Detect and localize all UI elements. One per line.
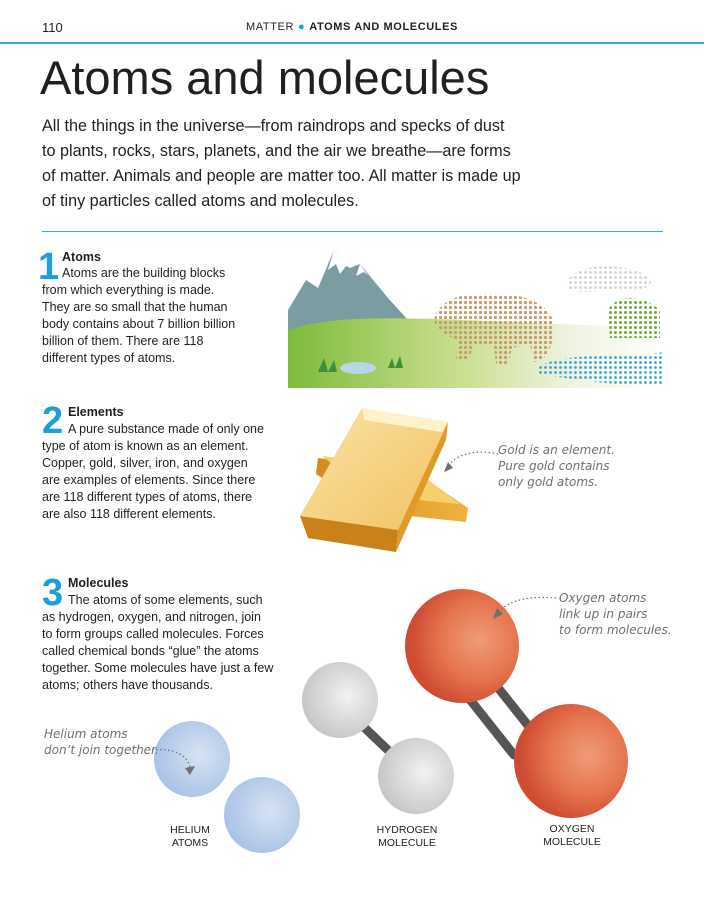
helium-caption-line-2: don’t join together. xyxy=(44,743,159,757)
page-number: 110 xyxy=(42,20,63,35)
helium-atom-2 xyxy=(224,777,300,853)
gold-caption-line-2: Pure gold contains xyxy=(498,459,610,473)
gold-callout-arrow-icon xyxy=(440,448,500,478)
section-2-line-4: are examples of elements. Since there xyxy=(42,473,256,487)
gold-caption-line-3: only gold atoms. xyxy=(498,475,599,489)
hydrogen-label-line-2: MOLECULE xyxy=(378,837,436,849)
landscape-illustration xyxy=(288,240,664,388)
section-2-title: Elements xyxy=(68,405,124,419)
helium-label-line-1: HELIUM xyxy=(170,824,210,836)
running-head-topic: ATOMS AND MOLECULES xyxy=(309,21,458,33)
section-1-line-4: body contains about 7 billion billion xyxy=(42,317,236,331)
section-2-line-1: A pure substance made of only one xyxy=(68,422,264,436)
helium-label-line-2: ATOMS xyxy=(171,837,209,849)
section-3-line-5: together. Some molecules have just a few xyxy=(42,661,274,675)
bullet-dot-icon: ● xyxy=(298,21,306,33)
hydrogen-atom-top xyxy=(302,662,378,738)
top-rule xyxy=(0,42,704,44)
oxygen-callout-arrow-icon xyxy=(488,592,558,624)
helium-callout-arrow-icon xyxy=(150,744,200,778)
section-1-line-2: from which everything is made. xyxy=(42,283,215,297)
oxygen-caption-line-3: to form molecules. xyxy=(559,623,672,637)
oxygen-label xyxy=(522,823,622,849)
running-head xyxy=(0,21,704,33)
section-3-number: 3 xyxy=(42,572,64,614)
intro-paragraph: All the things in the universe—from raindrops and specks of dust to plants, rocks, stars, planets, and the air we breathe—are forms of matter. Animals and people are matter too. All matter is made up of tiny particles called atoms and molecules. xyxy=(42,117,521,210)
oxygen-atom-bottom xyxy=(514,704,628,818)
section-2-line-2: type of atom is known as an element. xyxy=(42,439,249,453)
oxygen-label-line-2: MOLECULE xyxy=(543,836,601,848)
hydrogen-atom-bottom xyxy=(378,738,454,814)
section-2-line-3: Copper, gold, silver, iron, and oxygen xyxy=(42,456,248,470)
hydrogen-label-line-1: HYDROGEN xyxy=(376,824,438,836)
oxygen-label-line-1: OXYGEN xyxy=(549,823,595,835)
oxygen-caption-line-2: link up in pairs xyxy=(559,607,648,621)
section-3-line-4: called chemical bonds “glue” the atoms xyxy=(42,644,259,658)
gold-caption-line-1: Gold is an element. xyxy=(498,443,615,457)
section-1-title: Atoms xyxy=(62,250,101,264)
section-1-line-5: billion of them. There are 118 xyxy=(42,334,204,348)
helium-caption-line-1: Helium atoms xyxy=(44,727,128,741)
page-title: Atoms and molecules xyxy=(40,51,490,104)
section-3-line-1: The atoms of some elements, such xyxy=(68,593,263,607)
section-3-line-3: to form groups called molecules. Forces xyxy=(42,627,264,641)
gold-bars-illustration xyxy=(300,400,470,565)
section-1-number: 1 xyxy=(38,246,60,288)
section-rule xyxy=(42,231,663,232)
section-1-line-6: different types of atoms. xyxy=(42,351,176,365)
hydrogen-label xyxy=(357,824,457,850)
section-2-line-6: are also 118 different elements. xyxy=(42,507,216,521)
section-3-line-6: atoms; others have thousands. xyxy=(42,678,213,692)
section-3-title: Molecules xyxy=(68,576,129,590)
section-3-line-2: as hydrogen, oxygen, and nitrogen, join xyxy=(42,610,261,624)
section-1-line-3: They are so small that the human xyxy=(42,300,228,314)
helium-label xyxy=(150,824,230,850)
section-2-line-5: are 118 different types of atoms, there xyxy=(42,490,253,504)
oxygen-caption-line-1: Oxygen atoms xyxy=(559,591,647,605)
section-2-number: 2 xyxy=(42,400,64,442)
running-head-section: MATTER xyxy=(246,21,295,33)
section-1-line-1: Atoms are the building blocks xyxy=(62,266,226,280)
